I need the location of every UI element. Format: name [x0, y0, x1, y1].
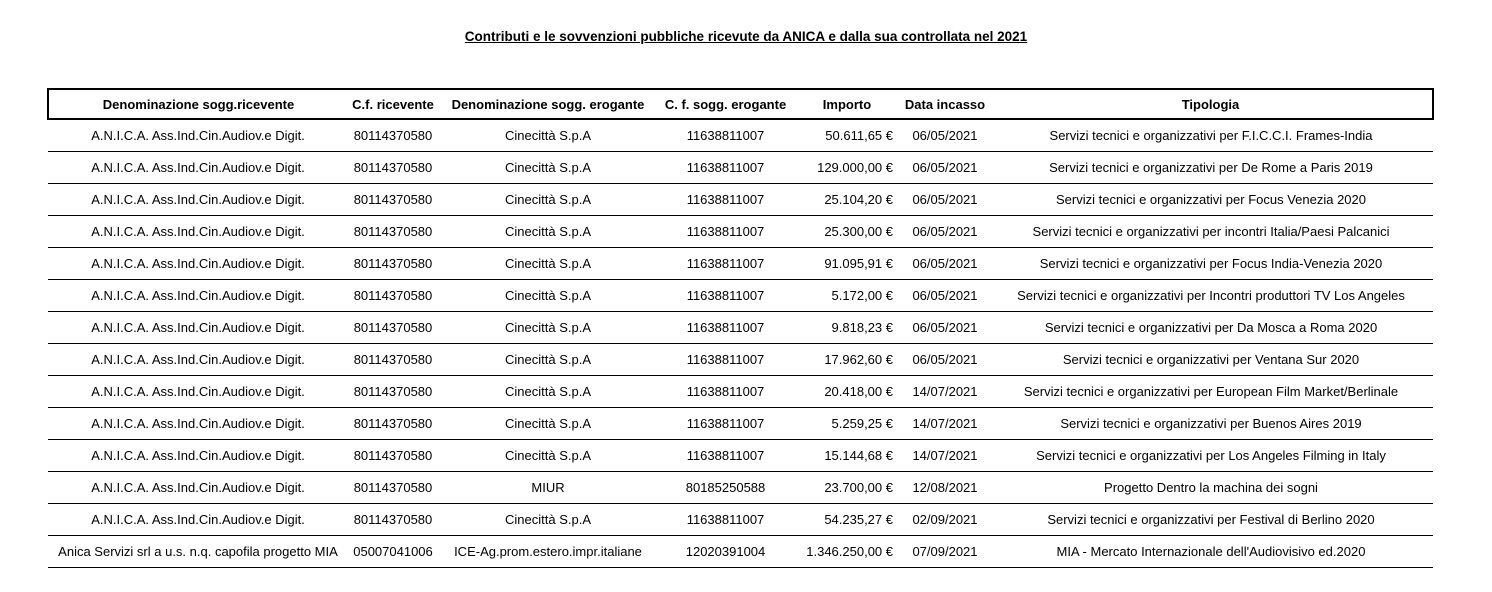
- table-cell: 11638811007: [658, 375, 793, 407]
- column-header: Data incasso: [901, 89, 989, 119]
- table-cell: Cinecittà S.p.A: [438, 311, 658, 343]
- table-cell: 1.346.250,00 €: [793, 535, 901, 567]
- table-cell: 05007041006: [348, 535, 438, 567]
- table-row: [48, 535, 1433, 567]
- column-header: Denominazione sogg.ricevente: [48, 89, 348, 119]
- table-cell: 23.700,00 €: [793, 471, 901, 503]
- table-cell: 02/09/2021: [901, 503, 989, 535]
- table-cell: 06/05/2021: [901, 151, 989, 183]
- table-cell: Cinecittà S.p.A: [438, 247, 658, 279]
- table-cell: Cinecittà S.p.A: [438, 375, 658, 407]
- table-cell: Cinecittà S.p.A: [438, 279, 658, 311]
- table-cell: Servizi tecnici e organizzativi per Incontri produttori TV Los Angeles: [989, 279, 1433, 311]
- table-cell: Cinecittà S.p.A: [438, 343, 658, 375]
- table-cell: 14/07/2021: [901, 407, 989, 439]
- table-cell: Servizi tecnici e organizzativi per European Film Market/Berlinale: [989, 375, 1433, 407]
- table-cell: 06/05/2021: [901, 343, 989, 375]
- table-cell: 9.818,23 €: [793, 311, 901, 343]
- table-row: [48, 183, 1433, 215]
- table-cell: 11638811007: [658, 215, 793, 247]
- table-cell: Servizi tecnici e organizzativi per Ventana Sur 2020: [989, 343, 1433, 375]
- table-cell: 5.172,00 €: [793, 279, 901, 311]
- table-cell: 80114370580: [348, 407, 438, 439]
- table-row: [48, 375, 1433, 407]
- table-cell: 54.235,27 €: [793, 503, 901, 535]
- table-cell: A.N.I.C.A. Ass.Ind.Cin.Audiov.e Digit.: [48, 471, 348, 503]
- table-cell: Servizi tecnici e organizzativi per Da Mosca a Roma 2020: [989, 311, 1433, 343]
- table-cell: 80114370580: [348, 151, 438, 183]
- table-row: [48, 407, 1433, 439]
- column-header: C. f. sogg. erogante: [658, 89, 793, 119]
- table-cell: Servizi tecnici e organizzativi per incontri Italia/Paesi Palcanici: [989, 215, 1433, 247]
- table-cell: Cinecittà S.p.A: [438, 503, 658, 535]
- table-cell: Cinecittà S.p.A: [438, 215, 658, 247]
- table-cell: 11638811007: [658, 183, 793, 215]
- table-cell: Cinecittà S.p.A: [438, 183, 658, 215]
- table-row: [48, 215, 1433, 247]
- table-cell: 11638811007: [658, 151, 793, 183]
- column-header: Importo: [793, 89, 901, 119]
- table-cell: 11638811007: [658, 343, 793, 375]
- table-cell: 14/07/2021: [901, 375, 989, 407]
- table-cell: 80114370580: [348, 247, 438, 279]
- table-cell: 50.611,65 €: [793, 119, 901, 151]
- table-cell: 11638811007: [658, 503, 793, 535]
- table-cell: Cinecittà S.p.A: [438, 151, 658, 183]
- table-cell: A.N.I.C.A. Ass.Ind.Cin.Audiov.e Digit.: [48, 119, 348, 151]
- column-header: Denominazione sogg. erogante: [438, 89, 658, 119]
- table-row: [48, 311, 1433, 343]
- table-cell: Servizi tecnici e organizzativi per Focus Venezia 2020: [989, 183, 1433, 215]
- table-row: [48, 247, 1433, 279]
- table-cell: A.N.I.C.A. Ass.Ind.Cin.Audiov.e Digit.: [48, 503, 348, 535]
- table-cell: A.N.I.C.A. Ass.Ind.Cin.Audiov.e Digit.: [48, 439, 348, 471]
- table-cell: 80114370580: [348, 343, 438, 375]
- table-cell: 80114370580: [348, 215, 438, 247]
- page-title: Contributi e le sovvenzioni pubbliche ricevute da ANICA e dalla sua controllata nel 2021: [464, 29, 1028, 44]
- table-cell: Servizi tecnici e organizzativi per Festival di Berlino 2020: [989, 503, 1433, 535]
- table-cell: 17.962,60 €: [793, 343, 901, 375]
- table-cell: 11638811007: [658, 279, 793, 311]
- table-cell: A.N.I.C.A. Ass.Ind.Cin.Audiov.e Digit.: [48, 407, 348, 439]
- table-cell: 25.300,00 €: [793, 215, 901, 247]
- table-cell: Cinecittà S.p.A: [438, 119, 658, 151]
- table-cell: 11638811007: [658, 119, 793, 151]
- table-cell: 14/07/2021: [901, 439, 989, 471]
- table-cell: A.N.I.C.A. Ass.Ind.Cin.Audiov.e Digit.: [48, 183, 348, 215]
- table-cell: 06/05/2021: [901, 247, 989, 279]
- table-cell: Progetto Dentro la machina dei sogni: [989, 471, 1433, 503]
- table-cell: 11638811007: [658, 407, 793, 439]
- table-cell: 11638811007: [658, 439, 793, 471]
- table-cell: A.N.I.C.A. Ass.Ind.Cin.Audiov.e Digit.: [48, 151, 348, 183]
- table-row: [48, 503, 1433, 535]
- table-cell: MIA - Mercato Internazionale dell'Audiovisivo ed.2020: [989, 535, 1433, 567]
- table-cell: Servizi tecnici e organizzativi per Focus India-Venezia 2020: [989, 247, 1433, 279]
- table-cell: 129.000,00 €: [793, 151, 901, 183]
- table-cell: 06/05/2021: [901, 311, 989, 343]
- table-cell: 5.259,25 €: [793, 407, 901, 439]
- table-cell: Servizi tecnici e organizzativi per Buenos Aires 2019: [989, 407, 1433, 439]
- table-cell: MIUR: [438, 471, 658, 503]
- table-cell: 15.144,68 €: [793, 439, 901, 471]
- table-cell: 80114370580: [348, 471, 438, 503]
- table-cell: 06/05/2021: [901, 119, 989, 151]
- table-cell: 06/05/2021: [901, 279, 989, 311]
- table-row: [48, 471, 1433, 503]
- table-cell: 12/08/2021: [901, 471, 989, 503]
- table-cell: 25.104,20 €: [793, 183, 901, 215]
- table-row: [48, 119, 1433, 151]
- table-cell: ICE-Ag.prom.estero.impr.italiane: [438, 535, 658, 567]
- table-cell: 80114370580: [348, 119, 438, 151]
- table-header-row: [48, 89, 1433, 119]
- table-cell: 11638811007: [658, 247, 793, 279]
- table-cell: 12020391004: [658, 535, 793, 567]
- table-cell: Servizi tecnici e organizzativi per F.I.C.C.I. Frames-India: [989, 119, 1433, 151]
- column-header: Tipologia: [989, 89, 1433, 119]
- table-cell: Cinecittà S.p.A: [438, 439, 658, 471]
- table-cell: Servizi tecnici e organizzativi per De Rome a Paris 2019: [989, 151, 1433, 183]
- table-cell: 80114370580: [348, 503, 438, 535]
- table-cell: 91.095,91 €: [793, 247, 901, 279]
- table-cell: A.N.I.C.A. Ass.Ind.Cin.Audiov.e Digit.: [48, 311, 348, 343]
- table-row: [48, 439, 1433, 471]
- table-cell: 80114370580: [348, 311, 438, 343]
- table-cell: 06/05/2021: [901, 183, 989, 215]
- table-cell: 06/05/2021: [901, 215, 989, 247]
- table-cell: 80185250588: [658, 471, 793, 503]
- table-cell: 80114370580: [348, 439, 438, 471]
- table-cell: 80114370580: [348, 279, 438, 311]
- contributions-table: [47, 88, 1434, 568]
- table-cell: A.N.I.C.A. Ass.Ind.Cin.Audiov.e Digit.: [48, 375, 348, 407]
- table-row: [48, 279, 1433, 311]
- table-cell: 07/09/2021: [901, 535, 989, 567]
- column-header: C.f. ricevente: [348, 89, 438, 119]
- table-cell: Servizi tecnici e organizzativi per Los Angeles Filming in Italy: [989, 439, 1433, 471]
- table-row: [48, 151, 1433, 183]
- table-row: [48, 343, 1433, 375]
- table-cell: 80114370580: [348, 375, 438, 407]
- table-cell: A.N.I.C.A. Ass.Ind.Cin.Audiov.e Digit.: [48, 215, 348, 247]
- table-cell: Anica Servizi srl a u.s. n.q. capofila progetto MIA: [48, 535, 348, 567]
- table-cell: A.N.I.C.A. Ass.Ind.Cin.Audiov.e Digit.: [48, 343, 348, 375]
- table-body: [48, 119, 1433, 567]
- table-cell: A.N.I.C.A. Ass.Ind.Cin.Audiov.e Digit.: [48, 247, 348, 279]
- table-cell: Cinecittà S.p.A: [438, 407, 658, 439]
- table-header: [48, 89, 1433, 119]
- table-cell: 80114370580: [348, 183, 438, 215]
- table-cell: A.N.I.C.A. Ass.Ind.Cin.Audiov.e Digit.: [48, 279, 348, 311]
- table-cell: 11638811007: [658, 311, 793, 343]
- table-cell: 20.418,00 €: [793, 375, 901, 407]
